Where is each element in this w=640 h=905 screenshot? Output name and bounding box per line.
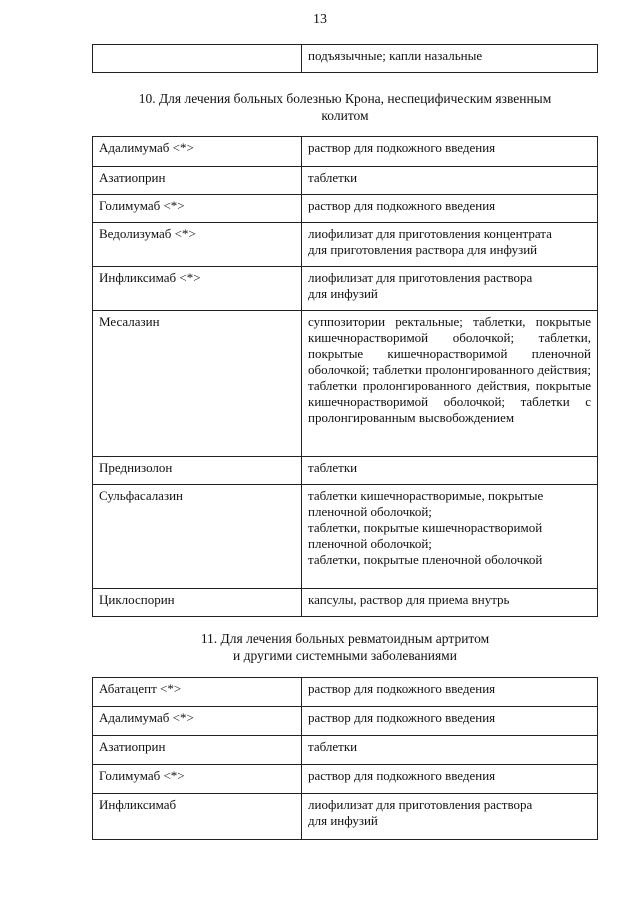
dosage-form-cell: [302, 707, 598, 736]
dosage-form-cell: [302, 137, 598, 167]
section-title-line: 11. Для лечения больных ревматоидным артритом: [200, 631, 490, 646]
table-row: [93, 167, 598, 195]
dosage-form-cell: суппозитории ректальные; таблетки, покрытые кишечнорастворимой оболочкой; таблетки, покрытые кишечнорастворимой пленочной оболочкой; таблетки пролонгированного действия; таблетки пролонгированного действия, покрытые кишечнорастворимой оболочкой; таблетки с пролонгированным высвобождением: [302, 311, 598, 457]
dosage-form-cell: [302, 485, 598, 589]
dosage-form-cell: [302, 589, 598, 617]
table-row: [93, 223, 598, 267]
drug-name-cell: Сульфасалазин: [93, 485, 302, 589]
table-row: [93, 678, 598, 707]
dosage-form-cell: [302, 267, 598, 311]
section-11-table: [92, 677, 598, 840]
table-row: [93, 457, 598, 485]
dosage-form-line: раствор для подкожного введения: [308, 198, 496, 213]
dosage-form-cell: [302, 457, 598, 485]
dosage-form-cell: [302, 195, 598, 223]
dosage-form-line: раствор для подкожного введения: [308, 140, 496, 155]
dosage-form-cell: [302, 167, 598, 195]
table-row: [93, 195, 598, 223]
drug-name-cell: Абатацепт <*>: [93, 678, 302, 707]
dosage-form-line: пленочной оболочкой;: [308, 536, 432, 551]
table-row: [93, 311, 598, 457]
dosage-form-line: раствор для подкожного введения: [308, 768, 496, 783]
section-10-title: [92, 90, 598, 124]
table-row: [93, 485, 598, 589]
table-row: [93, 137, 598, 167]
continuation-table: [92, 44, 598, 73]
table-row: [93, 794, 598, 840]
dosage-form-cell: [302, 678, 598, 707]
dosage-form-line: капсулы, раствор для приема внутрь: [308, 592, 510, 607]
page-number: 13: [313, 12, 327, 27]
drug-name-cell: Преднизолон: [93, 457, 302, 485]
drug-name-cell: Голимумаб <*>: [93, 195, 302, 223]
dosage-form-line: таблетки, покрытые кишечнорастворимой: [308, 520, 543, 535]
dosage-form-line: для инфузий: [308, 286, 378, 301]
drug-name-cell: Инфликсимаб <*>: [93, 267, 302, 311]
dosage-form-cell: [302, 736, 598, 765]
dosage-form-line: для инфузий: [308, 813, 378, 828]
drug-name-cell: Адалимумаб <*>: [93, 137, 302, 167]
dosage-form-line: таблетки: [308, 460, 358, 475]
dosage-form-line: лиофилизат для приготовления раствора: [308, 270, 533, 285]
dosage-form-line: раствор для подкожного введения: [308, 710, 496, 725]
dosage-form-cell: [302, 223, 598, 267]
table-row: [93, 45, 598, 73]
section-10-table: [92, 136, 598, 617]
drug-name-cell: Азатиоприн: [93, 167, 302, 195]
dosage-form-line: таблетки: [308, 739, 358, 754]
table-row: [93, 707, 598, 736]
dosage-form-line: для приготовления раствора для инфузий: [308, 242, 538, 257]
table-row: [93, 736, 598, 765]
table-row: [93, 267, 598, 311]
dosage-form-line: пленочной оболочкой;: [308, 504, 432, 519]
table-row: [93, 765, 598, 794]
dosage-form-cell: [302, 794, 598, 840]
drug-name-cell: [93, 45, 302, 73]
section-title-line: колитом: [321, 108, 369, 123]
dosage-form-line: раствор для подкожного введения: [308, 681, 496, 696]
dosage-form-line: таблетки, покрытые пленочной оболочкой: [308, 552, 543, 567]
section-title-line: и другими системными заболеваниями: [233, 648, 457, 663]
section-title-line: 10. Для лечения больных болезнью Крона, неспецифическим язвенным: [138, 91, 552, 106]
dosage-form-line: лиофилизат для приготовления раствора: [308, 797, 533, 812]
drug-name-cell: Месалазин: [93, 311, 302, 457]
dosage-form-cell: [302, 765, 598, 794]
dosage-form-line: таблетки кишечнорастворимые, покрытые: [308, 488, 544, 503]
dosage-form-cell: [302, 45, 598, 73]
drug-name-cell: Инфликсимаб: [93, 794, 302, 840]
drug-name-cell: Голимумаб <*>: [93, 765, 302, 794]
dosage-form-line: лиофилизат для приготовления концентрата: [308, 226, 552, 241]
table-row: [93, 589, 598, 617]
drug-name-cell: Циклоспорин: [93, 589, 302, 617]
drug-name-cell: Азатиоприн: [93, 736, 302, 765]
dosage-form-line: подъязычные; капли назальные: [308, 48, 483, 63]
dosage-form-line: таблетки: [308, 170, 358, 185]
drug-name-cell: Адалимумаб <*>: [93, 707, 302, 736]
drug-name-cell: Ведолизумаб <*>: [93, 223, 302, 267]
section-11-title: [92, 630, 598, 664]
